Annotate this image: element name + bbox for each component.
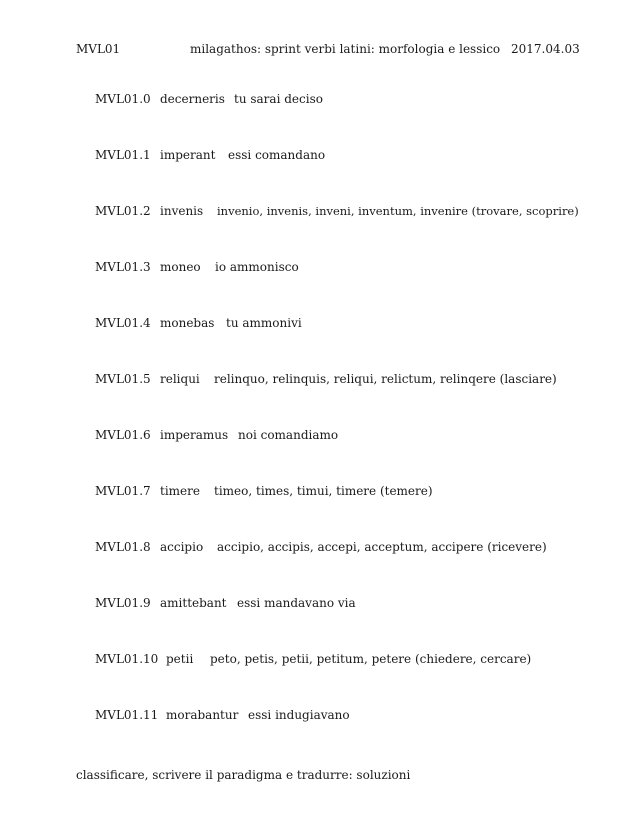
- item-id: MVL01.6: [95, 428, 151, 442]
- item-answer: tu sarai deciso: [234, 92, 323, 106]
- exercise-row: [0, 708, 638, 726]
- item-id: MVL01.1: [95, 148, 151, 162]
- exercise-row: [0, 652, 638, 670]
- item-id: MVL01.9: [95, 596, 151, 610]
- item-answer: timeo, times, timui, timere (temere): [214, 484, 433, 498]
- item-id: MVL01.2: [95, 204, 151, 218]
- item-answer: io ammonisco: [215, 260, 299, 274]
- item-answer: relinquo, relinquis, reliqui, relictum, relinqere (lasciare): [214, 372, 557, 386]
- item-word: reliqui: [160, 372, 200, 386]
- item-answer: essi indugiavano: [248, 708, 350, 722]
- item-word: moneo: [160, 260, 201, 274]
- exercise-row: [0, 92, 638, 110]
- exercise-row: [0, 540, 638, 558]
- item-word: imperant: [160, 148, 216, 162]
- item-id: MVL01.11: [95, 708, 159, 722]
- page-header: [0, 42, 638, 60]
- item-answer: noi comandiamo: [238, 428, 339, 442]
- item-id: MVL01.7: [95, 484, 151, 498]
- item-id: MVL01.5: [95, 372, 151, 386]
- item-id: MVL01.0: [95, 92, 151, 106]
- item-word: amittebant: [160, 596, 227, 610]
- item-word: timere: [160, 484, 200, 498]
- item-word: accipio: [160, 540, 204, 554]
- exercise-row: [0, 596, 638, 614]
- item-answer: essi comandano: [228, 148, 326, 162]
- item-id: MVL01.3: [95, 260, 151, 274]
- header-date: 2017.04.03: [511, 42, 580, 56]
- item-word: decerneris: [160, 92, 225, 106]
- exercise-row: [0, 484, 638, 502]
- exercise-row: [0, 148, 638, 166]
- item-answer: accipio, accipis, accepi, acceptum, accipere (ricevere): [217, 540, 547, 554]
- exercise-row: [0, 428, 638, 446]
- header-code: MVL01: [76, 42, 121, 56]
- exercise-row: [0, 204, 638, 222]
- page-footer: classificare, scrivere il paradigma e tradurre: soluzioni: [76, 768, 411, 782]
- item-word: petii: [166, 652, 194, 666]
- item-answer: essi mandavano via: [237, 596, 356, 610]
- item-id: MVL01.10: [95, 652, 159, 666]
- exercise-row: [0, 372, 638, 390]
- item-word: imperamus: [160, 428, 229, 442]
- item-word: monebas: [160, 316, 215, 330]
- item-id: MVL01.8: [95, 540, 151, 554]
- item-word: morabantur: [166, 708, 239, 722]
- item-answer: tu ammonivi: [226, 316, 302, 330]
- item-id: MVL01.4: [95, 316, 151, 330]
- item-word: invenis: [160, 204, 204, 218]
- header-title: milagathos: sprint verbi latini: morfologia e lessico: [190, 42, 501, 56]
- item-answer: invenio, invenis, inveni, inventum, invenire (trovare, scoprire): [217, 204, 579, 218]
- exercise-row: [0, 260, 638, 278]
- item-answer: peto, petis, petii, petitum, petere (chiedere, cercare): [210, 652, 532, 666]
- exercise-row: [0, 316, 638, 334]
